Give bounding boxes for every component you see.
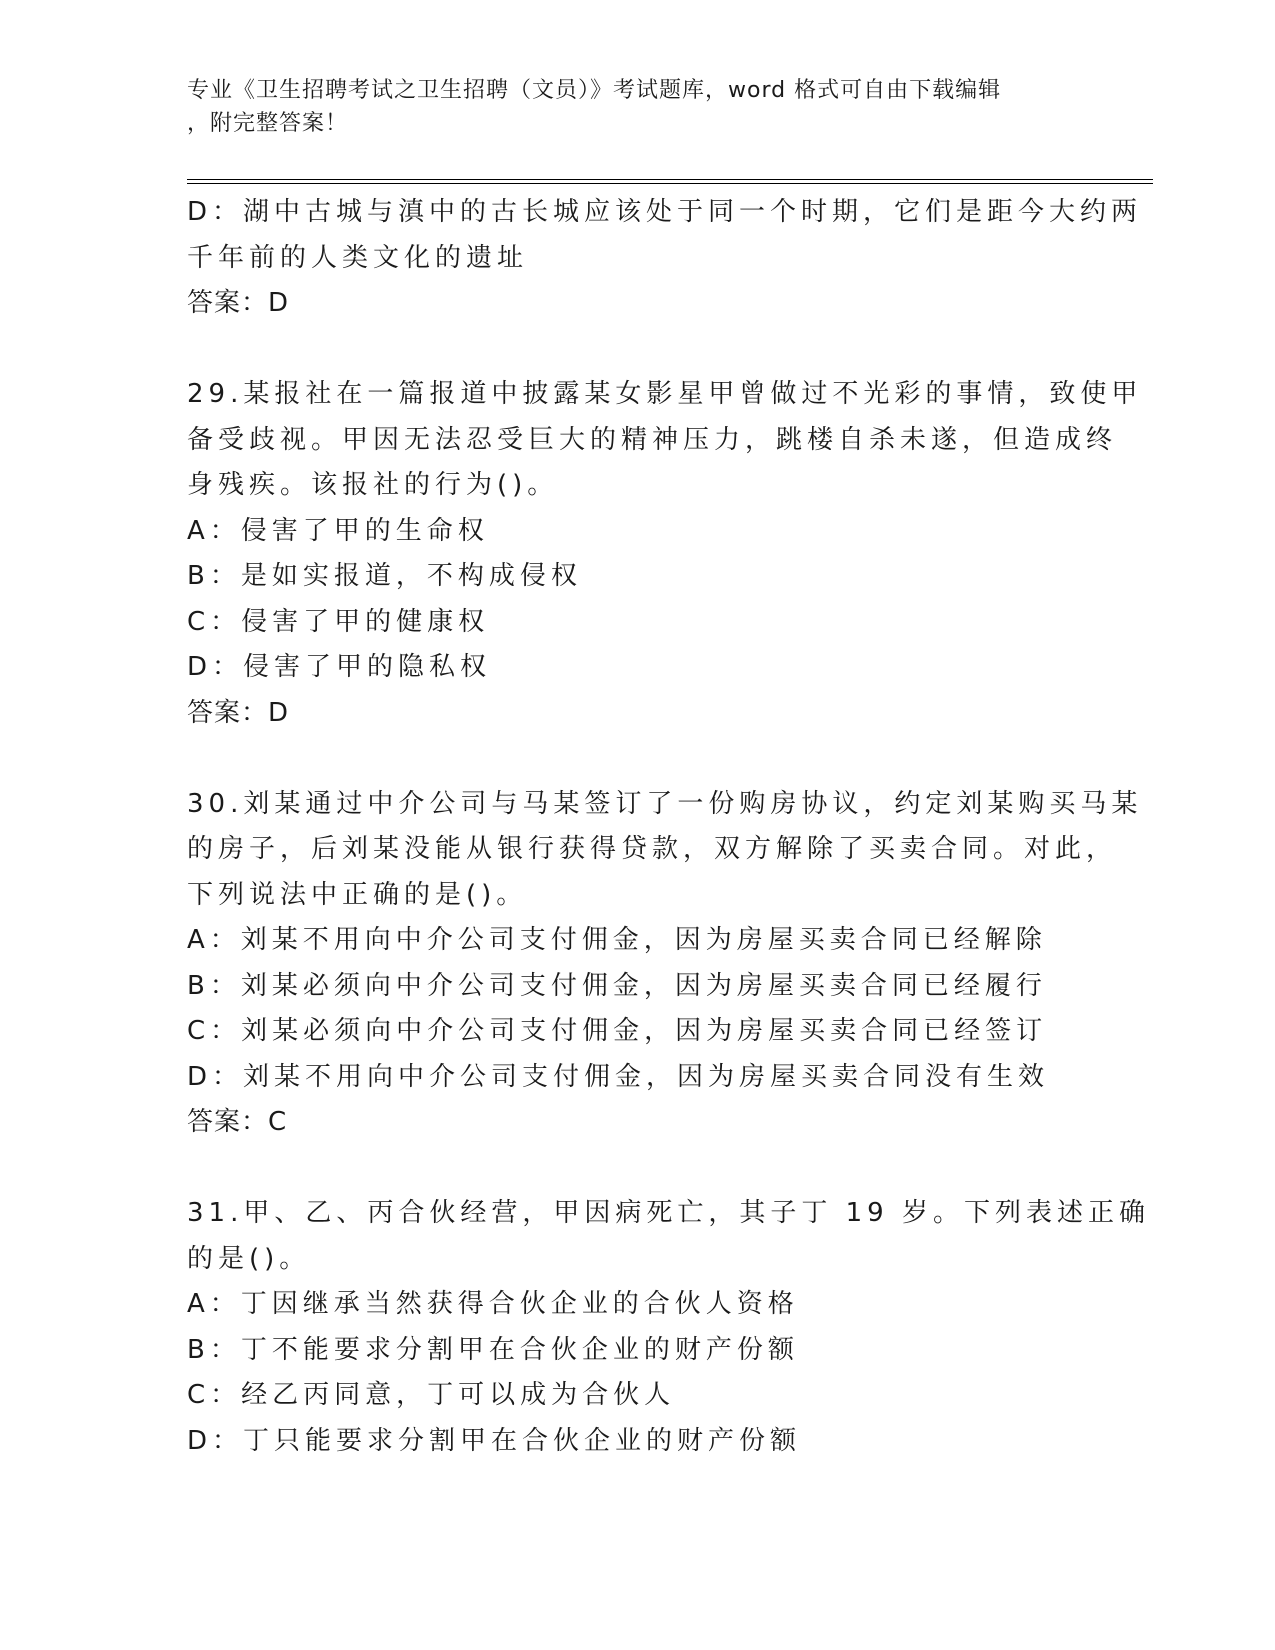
question-line: D：刘某不用向中介公司支付佣金，因为房屋买卖合同没有生效 [187, 1061, 1050, 1092]
block-spacer [187, 327, 1087, 373]
question-line: D：侵害了甲的隐私权 [187, 652, 492, 682]
header-divider-top [187, 179, 1153, 180]
question-line: 备受歧视。甲因无法忍受巨大的精神压力，跳楼自杀未遂，但造成终 [187, 424, 1118, 455]
question-block [187, 782, 1143, 1192]
question-line: 的是()。 [187, 1243, 311, 1274]
question-line: 30.刘某通过中介公司与马某签订了一份购房协议，约定刘某购买马某 [187, 788, 1143, 819]
answer-line: 答案：D [187, 288, 290, 318]
question-line: C：刘某必须向中介公司支付佣金，因为房屋买卖合同已经签订 [187, 1016, 1048, 1046]
block-spacer [187, 1146, 1087, 1192]
question-line: 31.甲、乙、丙合伙经营，甲因病死亡，其子丁 19 岁。下列表述正确 [187, 1198, 1150, 1228]
question-line: 身残疾。该报社的行为()。 [187, 470, 559, 500]
question-block [187, 190, 1143, 372]
answer-line: 答案：D [187, 697, 290, 728]
question-line: C：经乙丙同意，丁可以成为合伙人 [187, 1380, 676, 1410]
question-line: 的房子，后刘某没能从银行获得贷款，双方解除了买卖合同。对此， [187, 834, 1118, 864]
question-block [187, 372, 1143, 782]
question-line: 下列说法中正确的是()。 [187, 879, 528, 910]
question-line: B：丁不能要求分割甲在合伙企业的财产份额 [187, 1334, 799, 1365]
question-line: 29.某报社在一篇报道中披露某女影星甲曾做过不光彩的事情，致使甲 [187, 379, 1143, 409]
header-divider-bottom [187, 183, 1153, 184]
question-line: A：侵害了甲的生命权 [187, 515, 489, 546]
question-line: D：湖中古城与滇中的古长城应该处于同一个时期，它们是距今大约两 [187, 197, 1143, 227]
question-block [187, 1191, 1150, 1464]
question-line: 千年前的人类文化的遗址 [187, 242, 529, 273]
header-line-2: ，附完整答案！ [187, 111, 349, 136]
question-list [187, 190, 1150, 1464]
document-header [187, 74, 1067, 140]
question-line: B：是如实报道，不构成侵权 [187, 561, 582, 591]
block-spacer [187, 736, 1087, 782]
question-line: C：侵害了甲的健康权 [187, 606, 490, 637]
question-line: A：丁因继承当然获得合伙企业的合伙人资格 [187, 1289, 799, 1319]
header-line-1: 专业《卫生招聘考试之卫生招聘（文员）》考试题库，word 格式可自由下载编辑 [187, 78, 1002, 103]
question-line: D：丁只能要求分割甲在合伙企业的财产份额 [187, 1425, 802, 1456]
answer-line: 答案：C [187, 1107, 288, 1137]
question-line: B：刘某必须向中介公司支付佣金，因为房屋买卖合同已经履行 [187, 970, 1047, 1001]
question-line: A：刘某不用向中介公司支付佣金，因为房屋买卖合同已经解除 [187, 925, 1047, 955]
